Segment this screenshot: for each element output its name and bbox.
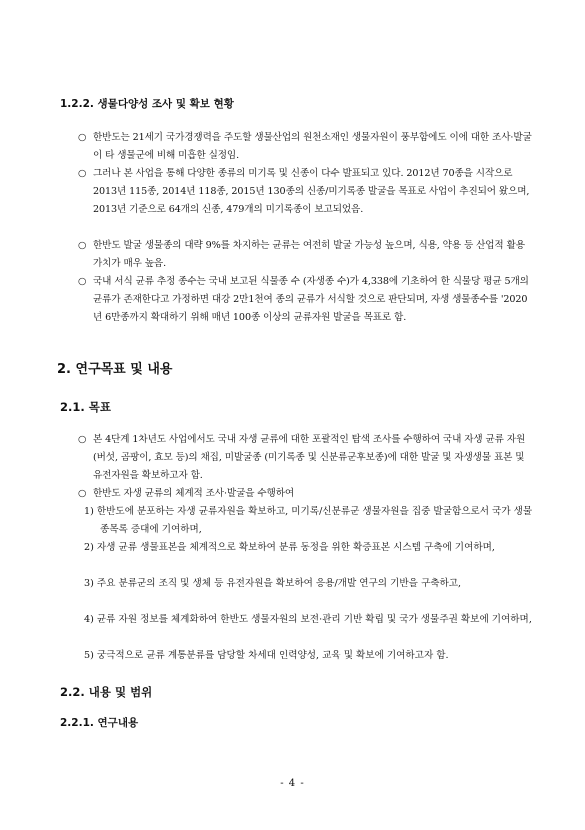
numbered-item: 2) 자생 균류 생물표본을 체계적으로 확보하여 분류 동정을 위한 확증표본 시스템 구축에 기여하며, [84, 542, 495, 553]
section-heading-2-1: 2.1. 목표 [60, 400, 111, 414]
bullet-paragraph [78, 485, 533, 503]
section-heading-2: 2. 연구목표 및 내용 [57, 362, 173, 377]
bullet-text: 그러나 본 사업을 통해 다양한 종류의 미기록 및 신종이 다수 발표되고 있다. 2012년 70종을 시작으로 2013년 115종, 2014년 118종, 2015년 130종의 신종/미기록종 발굴을 목표로 사업이 추진되어 왔으며, 2013년 기준으로 64개의 신종, 479개의 미기록종이 보고되었음. [93, 168, 530, 215]
bullet-text: 한반도는 21세기 국가경쟁력을 주도할 생물산업의 원천소재인 생물자원이 풍부함에도 이에 대한 조사·발굴이 타 생물군에 비해 미흡한 실정임. [93, 132, 532, 161]
page-number: - 4 - [280, 778, 305, 789]
section-heading-1-2-2: 1.2.2. 생물다양성 조사 및 확보 현황 [60, 98, 234, 110]
bullet-paragraph [78, 129, 533, 165]
bullet-text: 한반도 자생 균류의 체계적 조사·발굴을 수행하여 [93, 488, 295, 499]
section-heading-2-2-1: 2.2.1. 연구내용 [60, 717, 139, 729]
bullet-text: 한반도 발굴 생물종의 대략 9%를 차지하는 균류는 여전히 발굴 가능성 높으며, 식용, 약용 등 산업적 활용가치가 매우 높음. [93, 240, 525, 269]
bullet-paragraph [78, 165, 533, 219]
bullet-paragraph [78, 431, 533, 485]
bullet-text: 본 4단계 1차년도 사업에서도 국내 자생 균류에 대한 포괄적인 탐색 조사를 수행하여 국내 자생 균류 자원 (버섯, 곰팡이, 효모 등)의 채집, 미발굴종 (미기록종 및 신분류군후보종)에 대한 발굴 및 자생생물 표본 및 유전자원을 확보하고자 함. [93, 434, 526, 481]
bullet-text: 국내 서식 균류 추정 종수는 국내 보고된 식물종 수 (자생종 수)가 4,338에 기초하여 한 식물당 평균 5개의 균류가 존재한다고 가정하면 대강 2만1천여 종의 균류가 서식할 것으로 판단되며, 자생 생물종수를 '2020년 6만종까지 확대하기 위해 매년 100종 이상의 균류자원 발굴을 목표로 함. [93, 276, 529, 323]
section-heading-2-2: 2.2. 내용 및 범위 [60, 685, 153, 699]
circle-bullet-icon: ○ [78, 132, 87, 143]
circle-bullet-icon: ○ [78, 434, 87, 445]
numbered-item: 1) 한반도에 분포하는 자생 균류자원을 확보하고, 미기록/신분류군 생물자원을 집중 발굴함으로서 국가 생물 종목록 증대에 기여하며, [84, 506, 533, 535]
circle-bullet-icon: ○ [78, 276, 87, 287]
numbered-item: 5) 궁극적으로 균류 계통분류를 담당할 차세대 인력양성, 교육 및 확보에 기여하고자 함. [84, 650, 449, 661]
bullet-paragraph [78, 237, 533, 273]
circle-bullet-icon: ○ [78, 240, 87, 251]
bullet-paragraph [78, 273, 533, 327]
numbered-item: 3) 주요 분류군의 조직 및 생체 등 유전자원을 확보하여 응용/개발 연구의 기반을 구축하고, [84, 578, 462, 589]
circle-bullet-icon: ○ [78, 488, 87, 499]
circle-bullet-icon: ○ [78, 168, 87, 179]
numbered-item: 4) 균류 자원 정보를 체계화하여 한반도 생물자원의 보전·관리 기반 확립 및 국가 생물주권 확보에 기여하며, [84, 614, 532, 625]
